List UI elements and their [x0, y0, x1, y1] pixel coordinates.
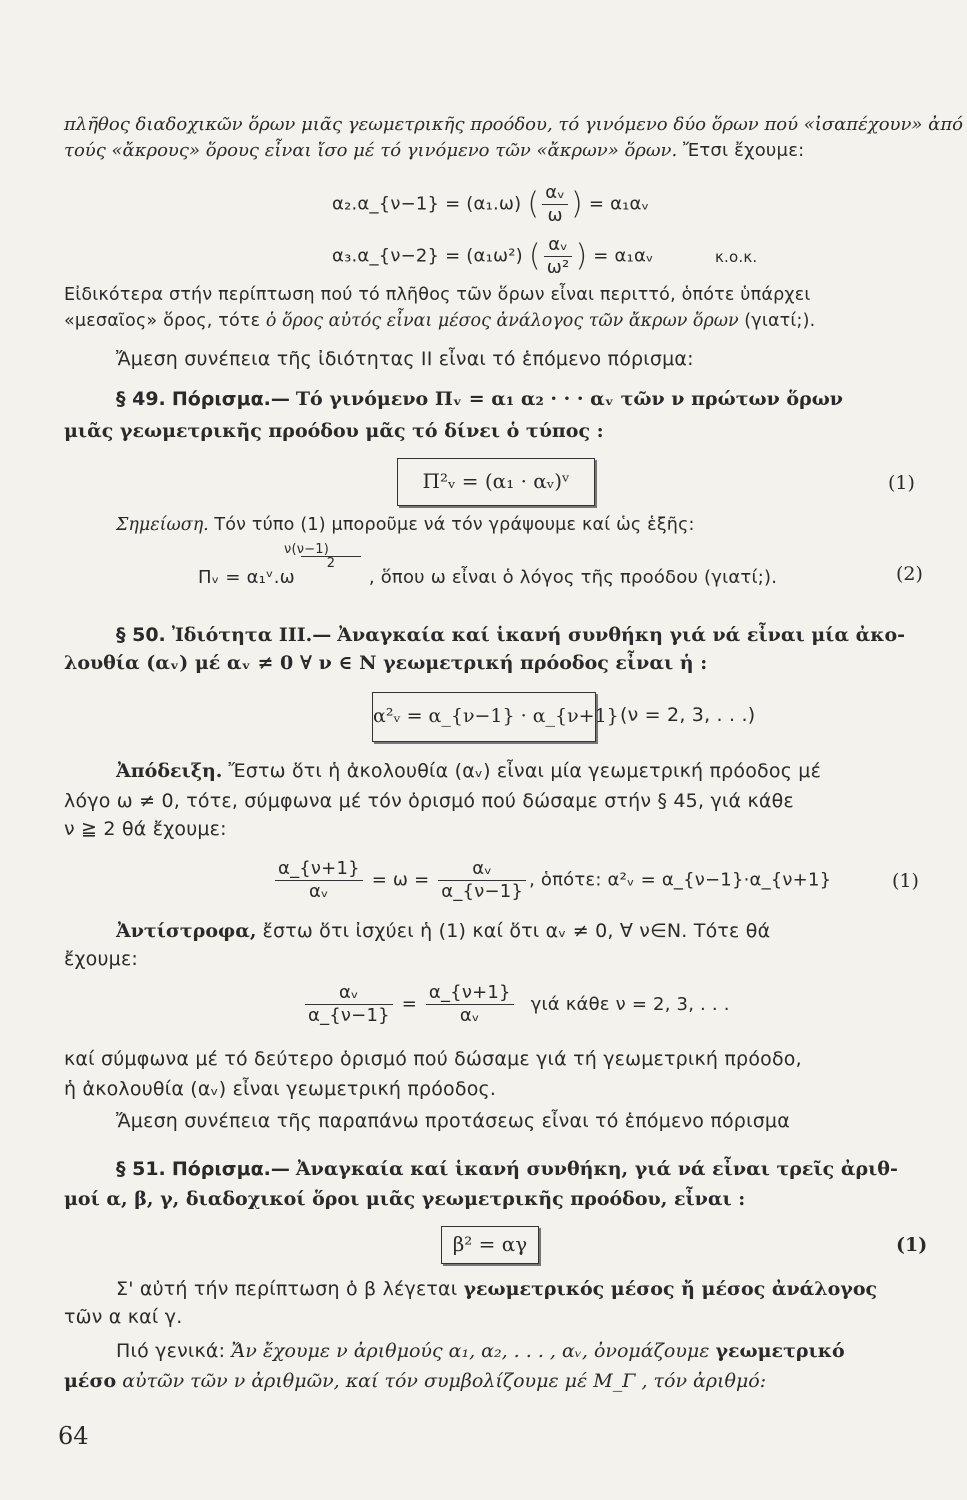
section-51-heading	[116, 1156, 929, 1182]
text-line-9	[116, 1276, 929, 1302]
section-49-text-2: μιᾶς γεωμετρικῆς προόδου μᾶς τό δίνει ὁ τύπος :	[64, 420, 604, 442]
eq2-num: αᵥ	[544, 234, 573, 257]
eq3-exponent: ν(ν−1)	[284, 542, 330, 557]
note-text: Τόν τύπο (1) μποροῦμε νά τόν γράψουμε καί ὡς ἑξῆς:	[214, 515, 695, 535]
section-50-title: Ἰδιότητα ΙΙΙ.—	[171, 624, 332, 646]
section-49-title: Πόρισμα.—	[171, 388, 290, 410]
eq4-mid: = ω =	[371, 869, 430, 891]
eq2-left: α₃.α_{ν−2} = (α₁ω²)	[332, 245, 523, 267]
section-50-number: § 50.	[116, 624, 166, 646]
proof-text: Ἔστω ὅτι ἡ ἀκολουθία (αᵥ) εἶναι μία γεωμετρική πρόοδος μέ	[228, 760, 822, 782]
eq5-n1: αᵥ	[305, 982, 393, 1005]
text-line-2a: τούς «ἄκρους» ὅρους εἶναι ἴσο μέ τό γινόμενο τῶν «ἄκρων» ὅρων.	[64, 140, 678, 161]
text-line-10: τῶν α καί γ.	[64, 1306, 183, 1328]
equation-1: α₂.α_{ν−1} = (α₁.ω) ( $\frac{\text{αᵥ}}{\omega}$ ) = α₁αᵥ	[332, 182, 650, 226]
eq1-num: αᵥ	[542, 182, 568, 205]
text-line-11b: Ἄν ἔχουμε ν ἀριθμούς α₁, α₂, . . . , αᵥ, ὀνομάζουμε	[231, 1340, 710, 1362]
converse-label: Ἀντίστροφα,	[116, 920, 257, 942]
text-line-4b: ὁ ὅρος αὐτός εἶναι μέσος ἀνάλογος τῶν ἄκρων ὅρων	[265, 311, 739, 331]
text-line-2b: Ἔτσι ἔχουμε:	[682, 140, 805, 161]
section-51-number: § 51.	[116, 1158, 166, 1180]
text-line-12a: μέσο	[64, 1370, 117, 1392]
text-line-4	[64, 308, 929, 334]
section-49-heading	[116, 386, 929, 412]
eq5-d2: αᵥ	[459, 1005, 480, 1026]
formula-box-3: β² = αγ	[441, 1226, 539, 1264]
formula-box-2-condition: (ν = 2, 3, . . .)	[620, 704, 756, 726]
text-line-12	[64, 1368, 929, 1394]
eq4-d1: αᵥ	[308, 881, 329, 902]
eq4-n2: αᵥ	[438, 858, 526, 881]
formula-box-1: Π²ᵥ = (α₁ · αᵥ)ᵛ	[397, 458, 595, 506]
section-50-heading	[116, 622, 929, 648]
equation-4	[272, 858, 831, 903]
formula-2-number: (2)	[896, 563, 923, 585]
text-line-11	[116, 1338, 929, 1364]
section-49-number: § 49.	[116, 388, 166, 410]
equation-3	[198, 567, 777, 589]
formula-box-2: α²ᵥ = α_{ν−1} · α_{ν+1}	[372, 692, 596, 742]
proof-line-2: λόγο ω ≠ 0, τότε, σύμφωνα μέ τόν ὁρισμό πού δώσαμε στήν § 45, γιά κάθε	[64, 790, 794, 812]
text-line-9a: Σ' αὐτή τήν περίπτωση ὁ β λέγεται	[116, 1278, 458, 1300]
eq4-right: , ὁπότε: α²ᵥ = α_{ν−1}·α_{ν+1}	[529, 869, 832, 891]
eq3-text: , ὅπου ω εἶναι ὁ λόγος τῆς προόδου (γιατί;).	[368, 567, 778, 588]
text-line-3: Εἰδικότερα στήν περίπτωση πού τό πλῆθος τῶν ὅρων εἶναι περιττό, ὁπότε ὑπάρχει	[64, 285, 811, 305]
converse-line-1	[116, 918, 929, 944]
text-line-7: ἡ ἀκολουθία (αᵥ) εἶναι γεωμετρική πρόοδος.	[64, 1078, 497, 1100]
section-49-text: Τό γινόμενο Πᵥ = α₁ α₂ · · · αᵥ τῶν ν πρώτων ὅρων	[295, 388, 843, 410]
section-51-title: Πόρισμα.—	[171, 1158, 290, 1180]
section-51-text: Ἀναγκαία καί ἱκανή συνθήκη, γιά νά εἶναι τρεῖς ἀριθ-	[295, 1158, 898, 1180]
text-line-4c: (γιατί;).	[744, 311, 816, 331]
converse-text: ἔστω ὅτι ἰσχύει ἡ (1) καί ὅτι αᵥ ≠ 0, ∀ ν∈N. Τότε θά	[262, 920, 771, 942]
text-line-9b: γεωμετρικός μέσος ἤ μέσος ἀνάλογος	[463, 1278, 878, 1300]
eq1-right: = α₁αᵥ	[588, 193, 650, 215]
text-line-12b: αὐτῶν τῶν ν ἀριθμῶν, καί τόν συμβολίζουμε μέ M_Γ , τόν ἀριθμό:	[122, 1370, 767, 1392]
eq2-den: ω²	[546, 257, 570, 278]
proof-label: Ἀπόδειξη.	[116, 760, 223, 782]
section-51-text-2: μοί α, β, γ, διαδοχικοί ὅροι μιᾶς γεωμετρικῆς προόδου, εἶναι :	[64, 1188, 746, 1210]
converse-line-2: ἔχουμε:	[64, 948, 139, 970]
eq1-left: α₂.α_{ν−1} = (α₁.ω)	[332, 193, 522, 215]
proof-line-1	[116, 758, 929, 784]
eq3-exponent-den: 2	[301, 556, 361, 571]
text-line-2	[64, 138, 929, 164]
page-number: 64	[58, 1422, 89, 1450]
section-50-text: Ἀναγκαία καί ἱκανή συνθήκη γιά νά εἶναι μία ἀκο-	[337, 624, 906, 646]
note-label: Σημείωση.	[116, 515, 209, 535]
text-line-11c: γεωμετρικό	[715, 1340, 845, 1362]
eq5-n2: α_{ν+1}	[426, 982, 514, 1005]
formula-1-number: (1)	[888, 472, 915, 494]
eq1-den: ω	[547, 205, 563, 226]
text-line-1: πλῆθος διαδοχικῶν ὅρων μιᾶς γεωμετρικῆς προόδου, τό γινόμενο δύο ὅρων πού «ἰσαπέχουν» ἀπό	[64, 114, 963, 135]
formula-3-number: (1)	[896, 1234, 928, 1256]
proof-line-3: ν ≧ 2 θά ἔχουμε:	[64, 818, 227, 840]
eq4-number: (1)	[892, 870, 919, 892]
section-50-text-2: λουθία (αᵥ) μέ αᵥ ≠ 0 ∀ ν ∈ N γεωμετρική πρόοδος εἶναι ἡ :	[64, 652, 708, 674]
text-line-5: Ἄμεση συνέπεια τῆς ἰδιότητας ΙΙ εἶναι τό ἑπόμενο πόρισμα:	[116, 348, 694, 370]
eq4-n1: α_{ν+1}	[275, 858, 363, 881]
note-line	[116, 512, 929, 538]
eq3-left: Πᵥ = α₁ᵛ.ω	[198, 567, 295, 588]
eq4-d2: α_{ν−1}	[441, 881, 524, 902]
text-line-8: Ἄμεση συνέπεια τῆς παραπάνω προτάσεως εἶναι τό ἑπόμενο πόρισμα	[116, 1110, 790, 1132]
eq5-right: γιά κάθε ν = 2, 3, . . .	[530, 993, 730, 1015]
eq5-d1: α_{ν−1}	[308, 1005, 390, 1026]
kok-label: κ.ο.κ.	[715, 248, 758, 266]
eq2-right: = α₁αᵥ	[593, 245, 654, 267]
text-line-6: καί σύμφωνα μέ τό δεύτερο ὁρισμό πού δώσαμε γιά τή γεωμετρική πρόοδο,	[64, 1048, 802, 1070]
equation-5: $\frac{\text{αᵥ}}{\alpha\_\{\nu-1\}}$ = $\frac{\alpha\_\{\nu+1\}}{\text{αᵥ}}$ γιά κάθε ν = 2, 3, . . .	[302, 982, 730, 1027]
text-line-4a: «μεσαῖος» ὅρος, τότε	[64, 311, 261, 331]
equation-2: α₃.α_{ν−2} = (α₁ω²) ( $\frac{\text{αᵥ}}{\text{ω²}}$ ) = α₁αᵥ	[332, 234, 654, 278]
text-line-11a: Πιό γενικά:	[116, 1340, 226, 1362]
